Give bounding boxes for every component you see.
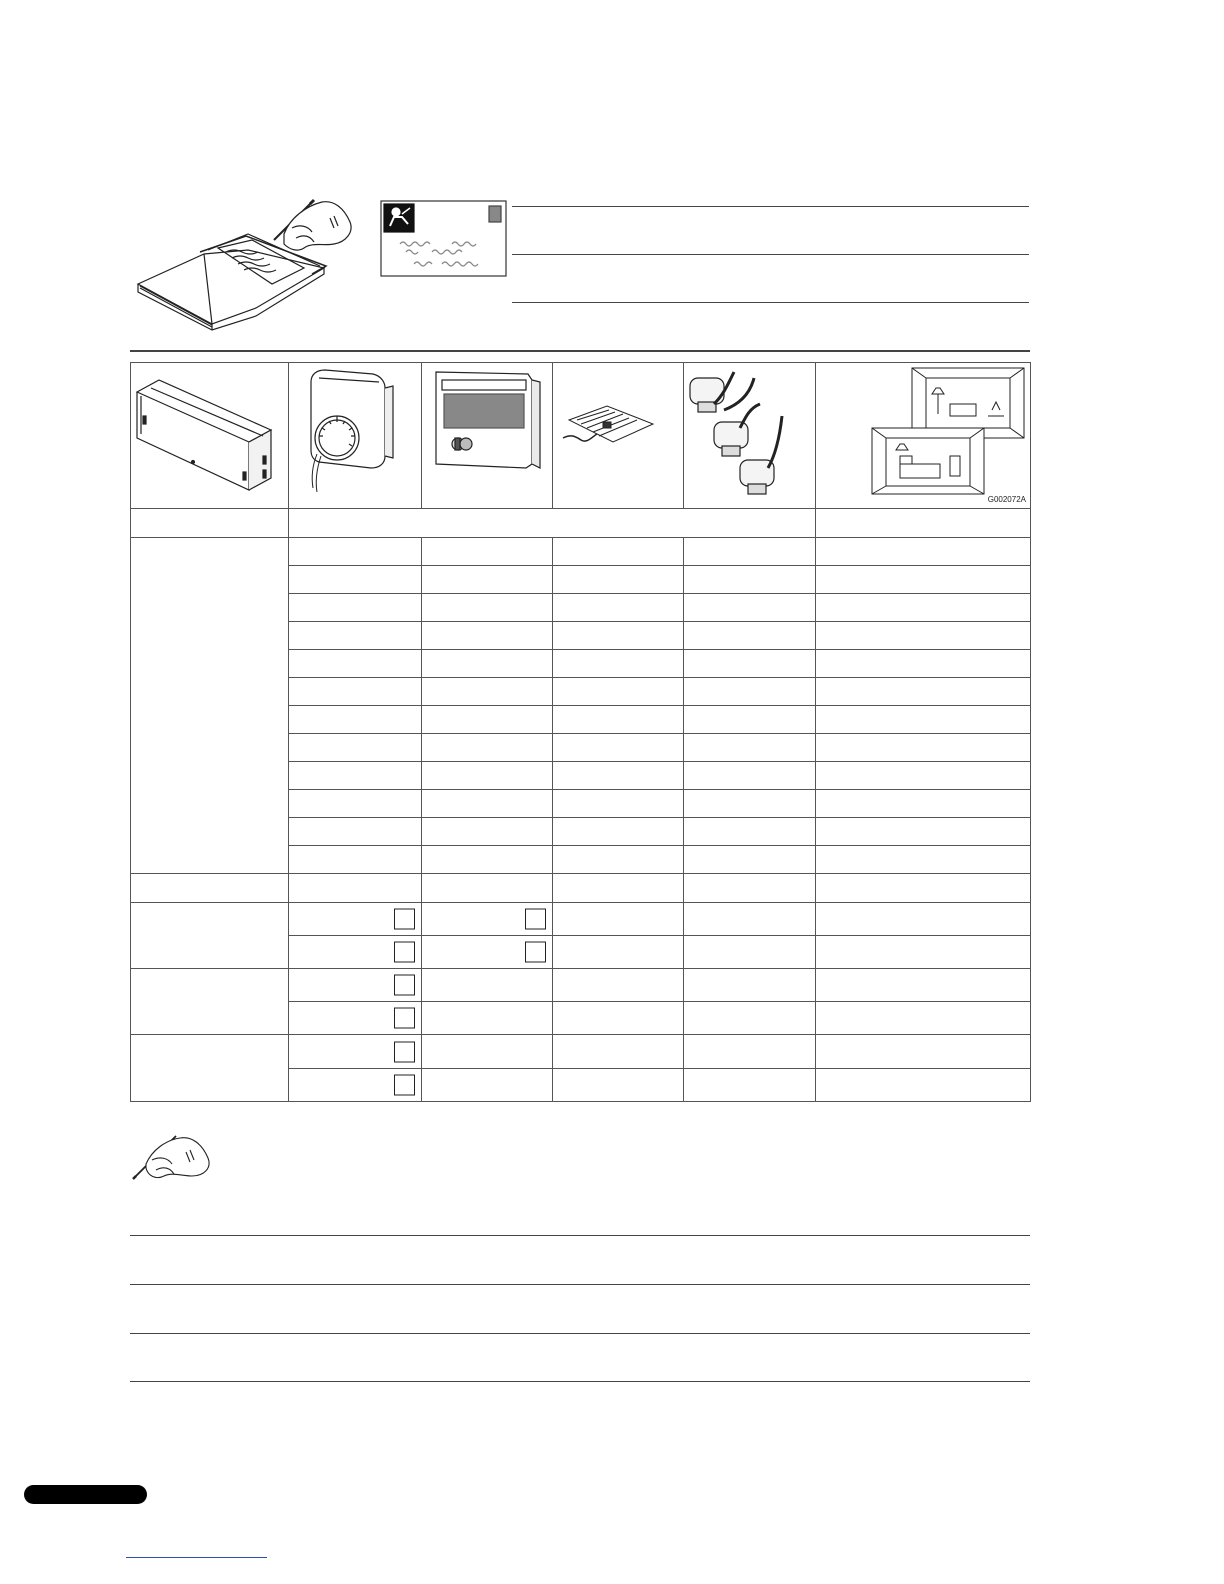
field-cell[interactable]: [816, 734, 1031, 762]
field-cell[interactable]: [553, 650, 684, 678]
table-row: [131, 969, 1031, 1002]
row-label-cell: [131, 874, 289, 903]
notes-line-2[interactable]: [130, 1284, 1030, 1285]
field-cell[interactable]: [816, 874, 1031, 903]
field-cell[interactable]: [553, 1002, 684, 1035]
field-cell[interactable]: [816, 903, 1031, 936]
digital-thermostat-cell: [422, 363, 553, 509]
row-label-cell: [131, 903, 289, 969]
option-cell: [422, 903, 553, 936]
installation-record-table: [130, 362, 1031, 1102]
field-cell[interactable]: [289, 706, 422, 734]
field-cell[interactable]: [553, 818, 684, 846]
field-cell[interactable]: [289, 790, 422, 818]
field-cell[interactable]: [422, 1069, 553, 1102]
field-cell[interactable]: [816, 706, 1031, 734]
field-cell[interactable]: [553, 903, 684, 936]
field-cell[interactable]: [684, 650, 816, 678]
figure-code: G002072A: [987, 495, 1026, 504]
field-cell[interactable]: [289, 566, 422, 594]
postcard-illustration: [380, 200, 508, 278]
address-line-3[interactable]: [512, 302, 1029, 303]
option-cell: [289, 903, 422, 936]
field-cell[interactable]: [289, 734, 422, 762]
section-separator: [130, 350, 1030, 352]
table-row: [131, 538, 1031, 566]
field-cell[interactable]: [422, 969, 553, 1002]
booklet-writing-illustration: [134, 188, 358, 332]
field-cell[interactable]: [684, 734, 816, 762]
checkbox[interactable]: [394, 942, 415, 963]
room-thermostat-dial-cell: [289, 363, 422, 509]
field-cell[interactable]: [553, 706, 684, 734]
field-cell[interactable]: [553, 846, 684, 874]
notes-line-4[interactable]: [130, 1381, 1030, 1382]
field-cell[interactable]: [289, 874, 422, 903]
checkbox[interactable]: [394, 1008, 415, 1029]
field-cell[interactable]: [684, 538, 816, 566]
field-cell[interactable]: [289, 594, 422, 622]
field-cell[interactable]: [553, 790, 684, 818]
field-cell[interactable]: [684, 936, 816, 969]
field-cell[interactable]: [684, 706, 816, 734]
page-tab-marker: [24, 1485, 147, 1504]
field-cell[interactable]: [816, 538, 1031, 566]
field-cell[interactable]: [816, 1069, 1031, 1102]
checkbox[interactable]: [394, 1075, 415, 1096]
field-cell[interactable]: [553, 622, 684, 650]
field-cell[interactable]: [422, 818, 553, 846]
field-cell[interactable]: [422, 762, 553, 790]
dial-thermostat-icon: [289, 364, 420, 508]
field-cell[interactable]: [422, 874, 553, 903]
rooms-cell: [816, 363, 1031, 509]
row-label-cell: [131, 969, 289, 1035]
field-cell[interactable]: [289, 762, 422, 790]
option-cell: [289, 969, 422, 1002]
field-cell[interactable]: [422, 1002, 553, 1035]
option-cell: [289, 1002, 422, 1035]
field-cell[interactable]: [684, 874, 816, 903]
header-cell-label: [131, 509, 289, 538]
field-cell[interactable]: [816, 594, 1031, 622]
rooms-illustration-icon: [816, 364, 1029, 508]
checkbox[interactable]: [525, 909, 546, 930]
field-cell[interactable]: [422, 538, 553, 566]
notes-line-3[interactable]: [130, 1333, 1030, 1334]
table-row: [131, 1035, 1031, 1069]
option-cell: [289, 1035, 422, 1069]
field-cell[interactable]: [553, 969, 684, 1002]
field-cell[interactable]: [289, 818, 422, 846]
field-cell[interactable]: [553, 594, 684, 622]
field-cell[interactable]: [422, 706, 553, 734]
component-image-row: [131, 363, 1031, 509]
field-cell[interactable]: [816, 969, 1031, 1002]
field-cell[interactable]: [422, 678, 553, 706]
option-cell: [289, 936, 422, 969]
header-cell-components: [289, 509, 816, 538]
field-cell[interactable]: [553, 678, 684, 706]
field-cell[interactable]: [816, 818, 1031, 846]
table-header-row: [131, 509, 1031, 538]
field-cell[interactable]: [684, 762, 816, 790]
header-cell-room: [816, 509, 1031, 538]
field-cell[interactable]: [553, 936, 684, 969]
field-cell[interactable]: [553, 566, 684, 594]
field-cell[interactable]: [289, 678, 422, 706]
checkbox[interactable]: [394, 909, 415, 930]
actuators-icon: [684, 364, 814, 508]
field-cell[interactable]: [684, 678, 816, 706]
field-cell[interactable]: [816, 936, 1031, 969]
checkbox[interactable]: [525, 942, 546, 963]
table-row: [131, 874, 1031, 903]
notes-line-1[interactable]: [130, 1235, 1030, 1236]
hand-writing-icon: [130, 1130, 214, 1182]
field-cell[interactable]: [684, 1002, 816, 1035]
field-cell[interactable]: [816, 762, 1031, 790]
heating-mat-icon: [553, 364, 682, 508]
field-cell[interactable]: [422, 846, 553, 874]
digital-thermostat-icon: [422, 364, 551, 508]
field-cell[interactable]: [553, 538, 684, 566]
field-cell[interactable]: [816, 650, 1031, 678]
field-cell[interactable]: [289, 650, 422, 678]
field-cell[interactable]: [422, 566, 553, 594]
field-cell[interactable]: [422, 1035, 553, 1069]
field-cell[interactable]: [816, 790, 1031, 818]
field-cell[interactable]: [289, 538, 422, 566]
field-cell[interactable]: [553, 874, 684, 903]
field-cell[interactable]: [684, 846, 816, 874]
field-cell[interactable]: [684, 969, 816, 1002]
field-cell[interactable]: [684, 818, 816, 846]
field-cell[interactable]: [553, 734, 684, 762]
field-cell[interactable]: [816, 846, 1031, 874]
field-cell[interactable]: [553, 762, 684, 790]
actuators-cell: [684, 363, 816, 509]
field-cell[interactable]: [684, 622, 816, 650]
footer-link-underline[interactable]: [126, 1557, 267, 1558]
field-cell[interactable]: [684, 1035, 816, 1069]
controller-unit-cell: [131, 363, 289, 509]
row-label-cell: [131, 1035, 289, 1102]
field-cell[interactable]: [684, 594, 816, 622]
field-cell[interactable]: [422, 790, 553, 818]
field-cell[interactable]: [422, 594, 553, 622]
field-cell[interactable]: [816, 622, 1031, 650]
field-cell[interactable]: [684, 903, 816, 936]
table-row: [131, 903, 1031, 936]
field-cell[interactable]: [684, 1069, 816, 1102]
field-cell[interactable]: [553, 1035, 684, 1069]
checkbox[interactable]: [394, 975, 415, 996]
option-cell: [289, 1069, 422, 1102]
channels-label-cell: [131, 538, 289, 874]
field-cell[interactable]: [422, 734, 553, 762]
floor-heating-mat-cell: [553, 363, 684, 509]
field-cell[interactable]: [816, 566, 1031, 594]
field-cell[interactable]: [289, 622, 422, 650]
controller-unit-icon: [131, 364, 287, 508]
field-cell[interactable]: [422, 622, 553, 650]
field-cell[interactable]: [816, 678, 1031, 706]
option-cell: [422, 936, 553, 969]
checkbox[interactable]: [394, 1041, 415, 1062]
field-cell[interactable]: [422, 650, 553, 678]
address-line-1[interactable]: [512, 206, 1029, 207]
field-cell[interactable]: [553, 1069, 684, 1102]
field-cell[interactable]: [684, 566, 816, 594]
field-cell[interactable]: [816, 1035, 1031, 1069]
field-cell[interactable]: [684, 790, 816, 818]
address-line-2[interactable]: [512, 254, 1029, 255]
field-cell[interactable]: [816, 1002, 1031, 1035]
field-cell[interactable]: [289, 846, 422, 874]
